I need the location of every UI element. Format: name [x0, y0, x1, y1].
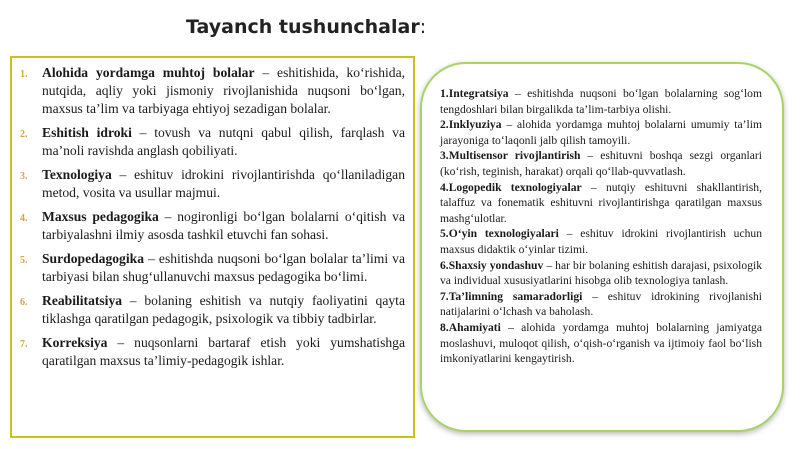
definition-term: Eshitish idroki: [42, 125, 132, 140]
definition-term: Korreksiya: [42, 335, 108, 350]
definition-item: [12, 124, 405, 160]
concept-item: [440, 117, 762, 148]
definition-item: [12, 208, 405, 244]
definition-number: 2.: [20, 129, 28, 140]
definition-term: Surdopedagogika: [42, 251, 144, 266]
concept-term: 5.O‘yin texnologiyalari: [440, 227, 559, 241]
definition-number: 5.: [20, 255, 28, 266]
definition-text: [42, 292, 405, 328]
concept-item: [440, 148, 762, 179]
concept-description: – alohida yordamga muhtoj bolalarni umumiy ta’lim jarayoniga to‘laqonli jalb qilish tamoyili.: [440, 118, 762, 147]
page-title: [186, 16, 426, 38]
concept-term: 8.Ahamiyati: [440, 320, 501, 334]
concept-description: – nutqiy eshituvni shakllantirish, talaffuz va fonematik eshituvni rivojlantirishga qaratilgan maxsus mashg‘ulotlar.: [440, 180, 762, 225]
definition-text: [42, 166, 405, 202]
definition-number: 6.: [20, 297, 28, 308]
definition-text: [42, 64, 405, 118]
concept-item: [440, 258, 762, 289]
definition-text: [42, 334, 405, 370]
definition-description: – tovush va nutqni qabul qilish, farqlash va ma’noli ravishda anglash qobiliyati.: [42, 125, 405, 158]
concept-item: [440, 180, 762, 227]
definition-term: Alohida yordamga muhtoj bolalar: [42, 65, 255, 80]
concept-term: 1.Integratsiya: [440, 87, 509, 100]
definition-item: [12, 334, 405, 370]
concept-description: – eshituv idrokini rivojlantirish uchun maxsus didaktik o‘yinlar tizimi.: [440, 227, 762, 256]
concept-item: [440, 320, 762, 367]
page-title-colon: :: [419, 16, 427, 38]
definitions-list: [12, 58, 413, 370]
concept-term: 7.Ta’limning samaradorligi: [440, 289, 583, 303]
definition-item: [12, 292, 405, 328]
concept-description: – eshituvni boshqa sezgi organlari (ko‘rish, teginish, harakat) orqali qo‘llab-quvvatlash.: [440, 149, 762, 178]
definitions-box: [10, 56, 415, 438]
concepts-list: [422, 64, 782, 367]
definition-item: [12, 166, 405, 202]
definition-description: – eshitishda nuqsoni bo‘lgan bolalar ta’limi va tarbiyasi bilan shug‘ullanuvchi maxsus pedagogika bo‘limi.: [42, 251, 405, 284]
concept-description: – eshitishda nuqsoni bo‘lgan bolalarning sog‘lom tengdoshlari bilan birgalikda ta’lim-tarbiya olishi.: [440, 87, 762, 116]
definition-text: [42, 208, 405, 244]
definition-number: 7.: [20, 339, 28, 350]
definition-term: Texnologiya: [42, 167, 112, 182]
definition-description: – eshitishida, ko‘rishida, nutqida, aqliy yoki jismoniy rivojlanishida nuqsoni bo‘lgan, maxsus ta’lim va tarbiyaga ehtiyoj sezadigan bolalar.: [42, 65, 405, 116]
definition-description: – nogironligi bo‘lgan bolalarni o‘qitish va tarbiyalashni ilmiy asosda tashkil etuvchi fan sohasi.: [42, 209, 405, 242]
definition-number: 4.: [20, 213, 28, 224]
definition-text: [42, 124, 405, 160]
concept-item: [440, 289, 762, 320]
definition-term: Reabilitatsiya: [42, 293, 123, 308]
definition-term: Maxsus pedagogika: [42, 209, 159, 224]
definition-description: – eshituv idrokini rivojlantirishda qo‘llaniladigan metod, vosita va usullar majmui.: [42, 167, 405, 200]
concept-description: – eshituv idrokining rivojlanishi natijalarini o‘lchash va baholash.: [440, 289, 762, 319]
concept-description: – har bir bolaning eshitish darajasi, psixologik va individual xususiyatlarini hisobga olib texnologiya tanlash.: [440, 258, 763, 288]
definition-item: [12, 64, 405, 118]
definition-number: 3.: [20, 171, 28, 182]
page-title-text: Tayanch tushunchalar: [186, 16, 420, 38]
definition-description: – bolaning eshitish va nutqiy faoliyatini qayta tiklashga qaratilgan pedagogik, psixologik va tibbiy tadbirlar.: [42, 293, 405, 326]
definition-number: 1.: [20, 69, 28, 80]
definition-text: [42, 250, 405, 286]
definition-description: – nuqsonlarni bartaraf etish yoki yumshatishga qaratilgan maxsus ta’limiy-pedagogik ishlar.: [42, 335, 405, 368]
concepts-card: [420, 62, 784, 432]
concept-term: 3.Multisensor rivojlantirish: [440, 149, 581, 163]
concept-item: [440, 226, 762, 257]
concept-term: 2.Inklyuziya: [440, 118, 502, 132]
definition-item: [12, 250, 405, 286]
concept-term: 4.Logopedik texnologiyalar: [440, 180, 582, 194]
concept-item: [440, 86, 762, 117]
concept-description: – alohida yordamga muhtoj bolalarning jamiyatga moslashuvi, muloqot qilish, o‘qish-o‘rganish va ijtimoiy faol bo‘lish imkoniyatlarini kengaytirish.: [440, 320, 762, 366]
concept-term: 6.Shaxsiy yondashuv: [440, 258, 544, 272]
